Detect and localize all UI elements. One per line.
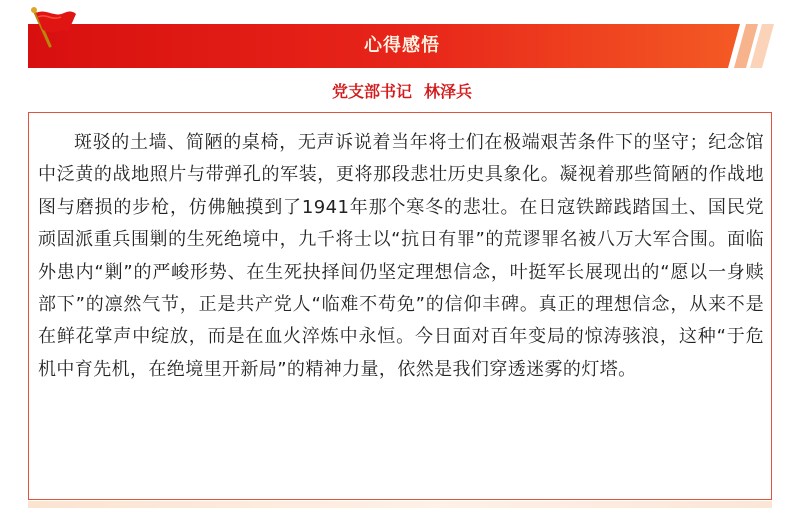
- section-title: 心得感悟: [364, 35, 440, 56]
- section-header-banner: [28, 24, 776, 68]
- author-role: 党支部书记: [331, 82, 412, 101]
- bottom-decorative-band: [28, 501, 772, 508]
- reflection-content-box: [28, 112, 772, 500]
- reflection-paragraph: 斑驳的土墙、简陋的桌椅，无声诉说着当年将士们在极端艰苦条件下的坚守；纪念馆中泛黄的战地照片与带弹孔的军装，更将那段悲壮历史具象化。凝视着那些简陋的作战地图与磨损的步枪，仿佛触摸到了1941年那个寒冬的悲壮。在日寇铁蹄践踏国土、国民党顽固派重兵围剿的生死绝境中，九千将士以“抗日有罪”的荒谬罪名被八万大军合围。面临外患内“剿”的严峻形势、在生死抉择间仍坚定理想信念，叶挺军长展现出的“愿以一身赎部下”的凛然气节，正是共产党人“临难不苟免”的信仰丰碑。真正的理想信念，从来不是在鲜花掌声中绽放，而是在血火淬炼中永恒。今日面对百年变局的惊涛骇浪，这种“于危机中育先机，在绝境里开新局”的精神力量，依然是我们穿透迷雾的灯塔。: [38, 132, 764, 380]
- author-name: 林泽兵: [424, 82, 473, 101]
- author-byline: [0, 80, 804, 104]
- red-flag-icon: [28, 6, 80, 48]
